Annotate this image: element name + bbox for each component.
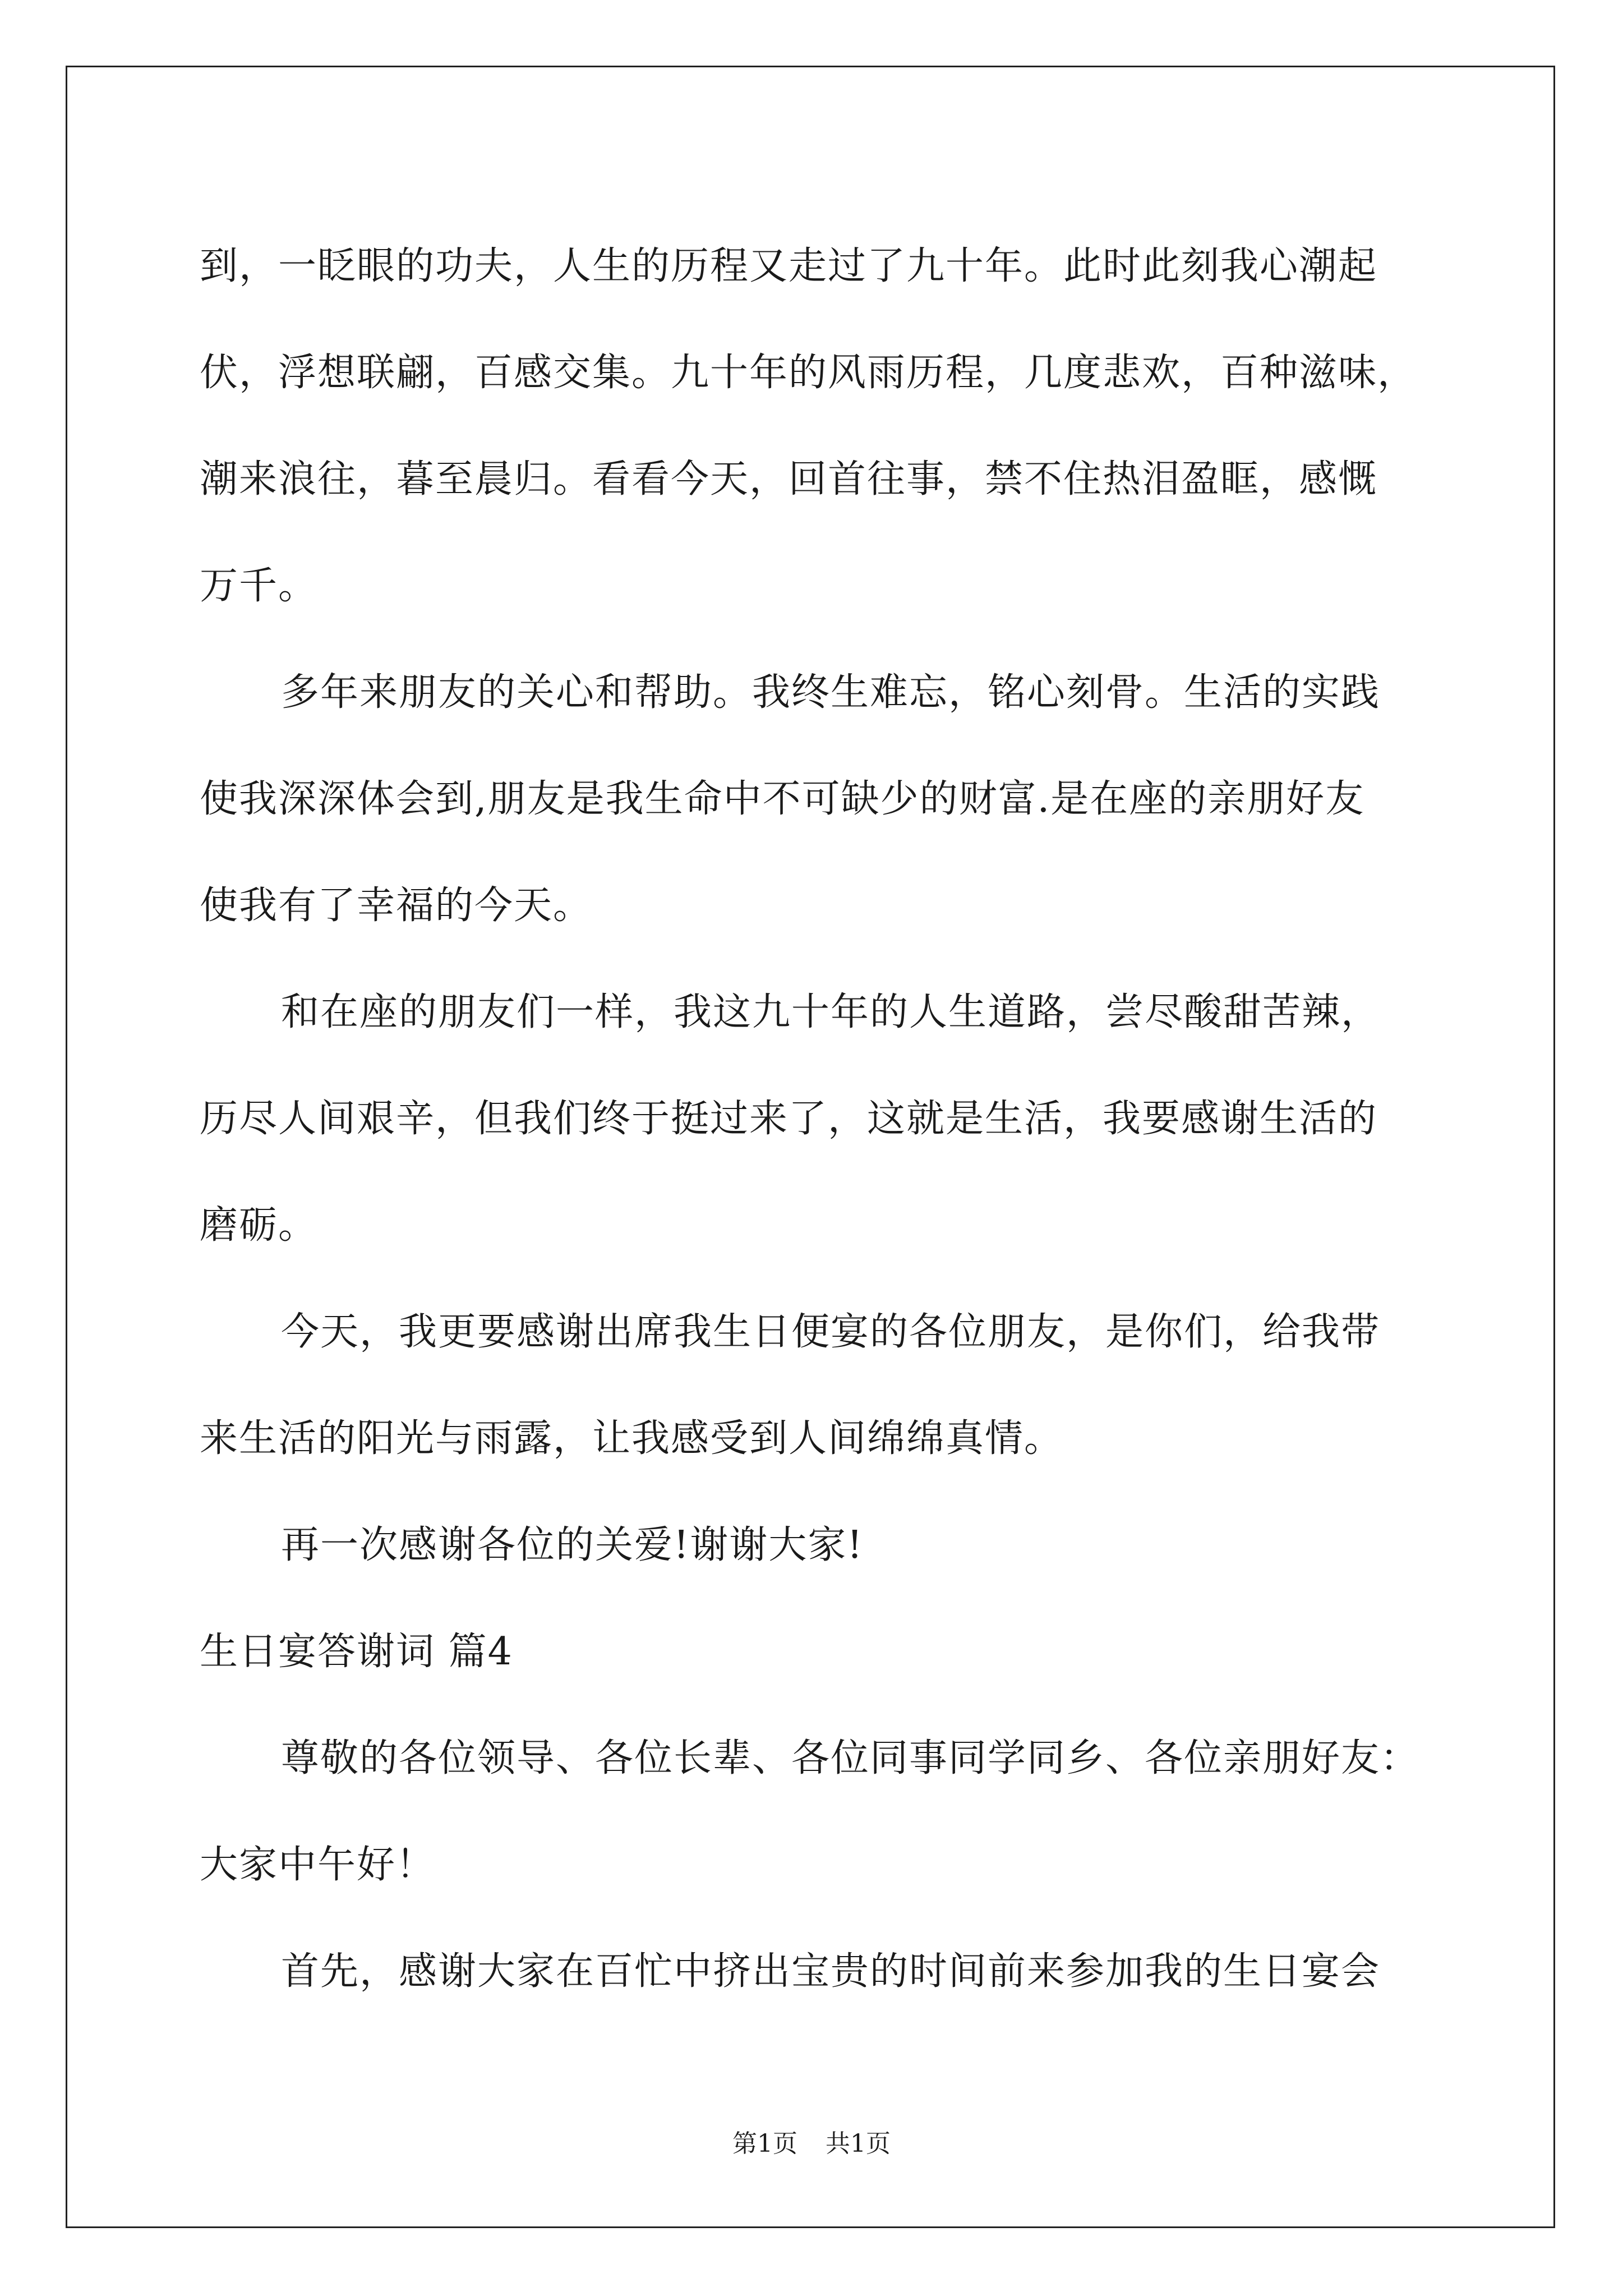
text-line: 潮来浪往，暮至晨归。看看今天，回首往事，禁不住热泪盈眶，感慨 [200, 457, 1378, 501]
page-number-current: 第1页 [732, 2129, 797, 2158]
text-line: 使我深深体会到,朋友是我生命中不可缺少的财富.是在座的亲朋好友 [200, 777, 1365, 821]
paragraph-first-line: 和在座的朋友们一样，我这九十年的人生道路，尝尽酸甜苦辣， [281, 990, 1381, 1034]
text-line: 来生活的阳光与雨露，让我感受到人间绵绵真情。 [200, 1416, 1064, 1461]
paragraph-first-line: 今天，我更要感谢出席我生日便宴的各位朋友，是你们，给我带 [281, 1310, 1381, 1354]
text-line: 使我有了幸福的今天。 [200, 884, 593, 928]
paragraph-first-line: 多年来朋友的关心和帮助。我终生难忘，铭心刻骨。生活的实践 [281, 670, 1381, 715]
text-line: 磨砺。 [200, 1203, 318, 1248]
text-line: 到，一眨眼的功夫，人生的历程又走过了九十年。此时此刻我心潮起 [200, 244, 1378, 288]
salutation-line: 尊敬的各位领导、各位长辈、各位同事同学同乡、各位亲朋好友： [281, 1736, 1420, 1780]
text-line: 万千。 [200, 564, 318, 608]
document-body [200, 213, 1433, 2025]
page-number-total: 共1页 [826, 2129, 891, 2158]
paragraph-first-line: 首先，感谢大家在百忙中挤出宝贵的时间前来参加我的生日宴会 [281, 1949, 1381, 1994]
page-footer [0, 2123, 1623, 2159]
paragraph-first-line: 再一次感谢各位的关爱!谢谢大家! [281, 1523, 864, 1567]
section-heading: 生日宴答谢词 篇4 [200, 1630, 513, 1674]
greeting-line: 大家中午好！ [200, 1843, 436, 1887]
text-line: 伏，浮想联翩，百感交集。九十年的风雨历程，几度悲欢，百种滋味， [200, 351, 1417, 395]
text-line: 历尽人间艰辛，但我们终于挺过来了，这就是生活，我要感谢生活的 [200, 1097, 1378, 1141]
